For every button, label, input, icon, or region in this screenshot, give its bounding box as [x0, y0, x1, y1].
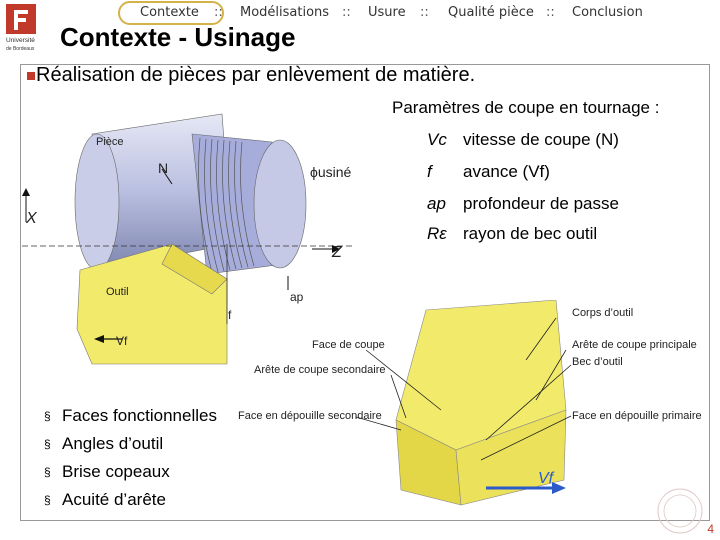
list-bullet-icon: §: [44, 493, 51, 507]
param-key: f: [427, 162, 432, 181]
param-key: ap: [427, 194, 446, 213]
nav-item-usure[interactable]: Usure: [368, 5, 406, 20]
label-depouille-secondaire: Face en dépouille secondaire: [238, 410, 382, 422]
label-face-coupe: Face de coupe: [312, 339, 385, 351]
university-logo: [4, 4, 42, 52]
nav-item-contexte[interactable]: Contexte: [140, 5, 199, 20]
list-bullet-icon: §: [44, 409, 51, 423]
list-item: Faces fonctionnelles: [62, 406, 217, 425]
label-x-axis: X: [26, 210, 37, 227]
label-outil: Outil: [106, 286, 129, 298]
nav-separator: ::: [546, 5, 555, 20]
logo-line-2: de Bordeaux: [6, 46, 35, 52]
label-f: f: [228, 308, 232, 322]
nav-item-modelisations[interactable]: Modélisations: [240, 5, 330, 20]
params-title: Paramètres de coupe en tournage :: [392, 98, 660, 117]
label-ap: ap: [290, 290, 304, 304]
logo-line-1: Université: [6, 37, 35, 44]
intro-text: Réalisation de pièces par enlèvement de matière.: [36, 64, 476, 86]
list-item: Brise copeaux: [62, 462, 170, 481]
list-bullet-icon: §: [44, 465, 51, 479]
label-bec-outil: Bec d’outil: [572, 356, 623, 368]
list-item: Angles d’outil: [62, 434, 164, 453]
list-bullet-icon: §: [44, 437, 51, 451]
nav-item-conclusion[interactable]: Conclusion: [572, 5, 643, 20]
label-z-axis: Z: [332, 244, 342, 261]
param-key: Rε: [427, 224, 447, 243]
param-desc: profondeur de passe: [463, 194, 619, 213]
university-logo-icon: [4, 4, 42, 52]
label-corps-outil: Corps d’outil: [572, 307, 634, 319]
nav-separator: ::: [420, 5, 429, 20]
label-depouille-primaire: Face en dépouille primaire: [572, 410, 702, 422]
label-vf-left: Vf: [116, 334, 128, 348]
nav-separator: ::: [214, 5, 223, 20]
nav-item-qualite-piece[interactable]: Qualité pièce: [448, 5, 534, 20]
label-phi-usine: ϕusiné: [310, 164, 352, 180]
label-vf-right: Vf: [538, 470, 554, 487]
label-piece: Pièce: [96, 136, 124, 148]
page-number: 4: [707, 522, 714, 536]
nav-separator: ::: [342, 5, 351, 20]
label-arete-secondaire: Arête de coupe secondaire: [254, 364, 386, 376]
param-desc: rayon de bec outil: [463, 224, 598, 243]
page-title: Contexte - Usinage: [60, 22, 296, 52]
label-arete-principale: Arête de coupe principale: [572, 339, 697, 351]
label-n: N: [158, 160, 169, 176]
list-item: Acuité d’arête: [62, 490, 166, 509]
param-key: Vc: [427, 130, 447, 149]
intro-bullet-icon: [27, 72, 35, 80]
param-desc: vitesse de coupe (N): [463, 130, 619, 149]
seal-watermark-icon: [652, 486, 708, 536]
param-desc: avance (Vf): [463, 162, 550, 181]
